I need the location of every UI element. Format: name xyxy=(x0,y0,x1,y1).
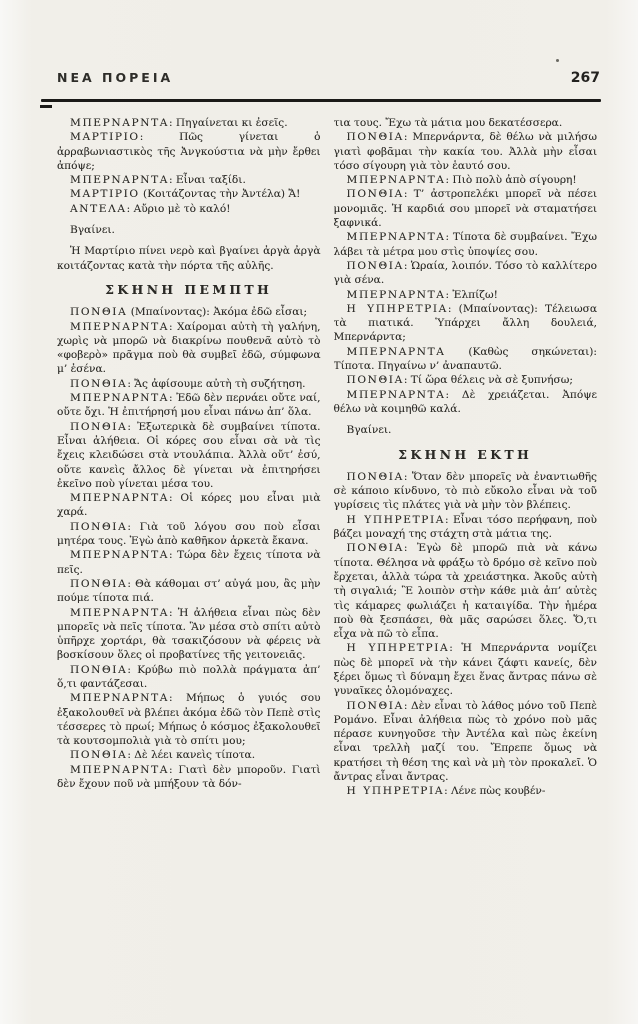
speaker-name: ΜΠΕΡΝΑΡΝΤΑ xyxy=(70,492,169,505)
speaker-name: ΜΠΕΡΝΑΡΝΤΑ xyxy=(346,231,446,244)
column-left xyxy=(57,116,321,994)
dialogue-paragraph: ΠΟΝΘΙΑ: Δὲν εἶναι τὸ λάθος μόνο τοῦ Πεπὲ Ρομάνο. Εἶναι ἀλήθεια πὼς τὸ χρόνο ποὺ μᾶς πέρασε κυνηγοῦσε τὴν Ἀντέλα καὶ πὼς ἐκείνη εἶναι τρελλὴ μαζί του. Ἔπρεπε ὅμως νὰ κρατήσει τὴ θέση της καὶ νὰ μὴ τὸν προκαλεῖ. Ὁ ἄντρας εἶναι ἄντρας. xyxy=(333,699,597,784)
header-rule-tick xyxy=(40,105,52,108)
dialogue-paragraph: ΠΟΝΘΙΑ: Τ’ ἀστροπελέκι μπορεῖ νὰ πέσει μονομιᾶς. Ἡ καρδιά σου μπορεῖ νὰ σταματήσει ξαφνικά. xyxy=(333,188,597,230)
dialogue-paragraph: Η ΥΠΗΡΕΤΡΙΑ: Λένε πὼς κουβέν- xyxy=(346,785,546,798)
speaker-name: ΜΑΡΤΙΡΙΟ xyxy=(70,188,140,201)
stage-direction: Βγαίνει. xyxy=(346,424,392,437)
speaker-name: ΠΟΝΘΙΑ xyxy=(346,542,404,555)
header-rule xyxy=(41,99,601,102)
scene-heading: ΣΚΗΝΗ ΠΕΜΠΤΗ xyxy=(105,281,273,297)
speaker-name: ΠΟΝΘΙΑ xyxy=(346,188,404,201)
speaker-name: ΠΟΝΘΙΑ xyxy=(346,470,404,483)
speaker-name: Η ΥΠΗΡΕΤΡΙΑ xyxy=(346,642,450,655)
dialogue-paragraph: ΠΟΝΘΙΑ: Κρύβω πιὸ πολλὰ πράγματα ἀπ’ ὅ,τι φαντάζεσαι. xyxy=(57,663,321,690)
dialogue-paragraph: ΠΟΝΘΙΑ: Ἐξωτερικὰ δὲ συμβαίνει τίποτα. Εἶναι ἀλήθεια. Οἱ κόρες σου εἶναι σὰ νὰ τὶς ἔχεις κλειδώσει στὰ ντουλάπια. Ἀλλὰ οὔτ’ ἐσύ, οὔτε κανεὶς ἄλλος δὲ γίνεται νὰ ἐπιτηρήσει ἐκεῖνο ποὺ γίνεται μέσα του. xyxy=(57,420,321,490)
speaker-name: ΠΟΝΘΙΑ xyxy=(70,520,128,533)
stage-direction: Βγαίνει. xyxy=(70,224,115,237)
speaker-name: ΠΟΝΘΙΑ xyxy=(70,749,128,762)
dialogue-paragraph: ΠΟΝΘΙΑ: Ἄς ἀφίσουμε αὐτὴ τὴ συζήτηση. xyxy=(70,377,306,390)
dialogue-paragraph: ΠΟΝΘΙΑ: Θὰ κάθομαι στ’ αὐγά μου, ἂς μὴν πούμε τίποτα πιά. xyxy=(57,577,321,605)
dialogue-paragraph: ΑΝΤΕΛΑ: Αὔριο μὲ τὸ καλό! xyxy=(70,202,231,215)
dialogue-paragraph: ΜΑΡΤΙΡΙΟ (Κοιτάζοντας τὴν Ἀντέλα) Ἄ! xyxy=(70,188,301,201)
speaker-name: Η ΥΠΗΡΕΤΡΙΑ xyxy=(346,513,446,526)
speaker-name: ΜΠΕΡΝΑΡΝΤΑ xyxy=(70,320,169,333)
stage-direction: Ἡ Μαρτίριο πίνει νερὸ καὶ βγαίνει ἀργὰ ἀργὰ κοιτάζοντας κατὰ τὴν πόρτα τῆς αὐλῆς. xyxy=(57,245,321,272)
speaker-name: ΠΟΝΘΙΑ xyxy=(70,420,128,433)
dialogue-paragraph: ΜΠΕΡΝΑΡΝΤΑ: Ἡ ἀλήθεια εἶναι πὼς δὲν μπορεῖς νὰ πεῖς τίποτα. Ἂν μέσα στὸ σπίτι αὐτὸ ὑπῆρχε χορτάρι, θὰ τσακιζόσουν νὰ φέρεις νὰ βοσκίσουν ὅλες οἱ προβατίνες τῆς γειτονειᾶς. xyxy=(57,606,321,662)
dialogue-paragraph: ΜΠΕΡΝΑΡΝΤΑ: Δὲ χρειάζεται. Ἀπόψε θέλω νὰ κοιμηθῶ καλά. xyxy=(333,388,597,415)
dialogue-paragraph: Η ΥΠΗΡΕΤΡΙΑ: Εἶναι τόσο περήφανη, ποὺ βάζει μοναχή της στάχτη στὰ μάτια της. xyxy=(333,513,597,541)
speaker-name: Η ΥΠΗΡΕΤΡΙΑ xyxy=(346,302,448,315)
dialogue-paragraph: ΜΠΕΡΝΑΡΝΤΑ (Καθὼς σηκώνεται): Τίποτα. Πηγαίνω ν’ ἀναπαυτῶ. xyxy=(333,345,597,373)
dialogue-paragraph: ΜΠΕΡΝΑΡΝΤΑ: Πιὸ πολὺ ἀπὸ σίγουρη! xyxy=(346,174,577,187)
dialogue-paragraph: ΠΟΝΘΙΑ: Ἐγὼ δὲ μπορῶ πιὰ νὰ κάνω τίποτα. Θέλησα νὰ φράξω τὸ δρόμο σὲ κεῖνο ποὺ ἔρχεται, ἀλλὰ τώρα τὰ χρειάστηκα. Ἀκοῦς αὐτὴ τὴ σιγαλιά; Ἒ λοιπὸν στὴν κάθε μιὰ ἀπ’ αὐτὲς τὶς κάμαρες φωλιάζει ἡ καταιγίδα. Τὴν ἡμέρα ποὺ θὰ ξεσπάσει, θὰ μᾶς σαρώσει ὅλες. Ὅ,τι εἶχα νὰ πῶ τὸ εἶπα. xyxy=(333,542,597,641)
dialogue-paragraph: ΜΠΕΡΝΑΡΝΤΑ: Γιατὶ δὲν μποροῦν. Γιατὶ δὲν ἔχουν ποῦ νὰ μπήξουν τὰ δόν- xyxy=(57,763,321,791)
dialogue-paragraph: ΠΟΝΘΙΑ: Τί ὥρα θέλεις νὰ σὲ ξυπνήσω; xyxy=(346,374,573,387)
dialogue-paragraph: ΠΟΝΘΙΑ: Δὲ λέει κανεὶς τίποτα. xyxy=(70,749,256,762)
continued-paragraph: τια τους. Ἔχω τὰ μάτια μου δεκατέσσερα. xyxy=(333,117,563,129)
speaker-name: ΠΟΝΘΙΑ xyxy=(70,377,128,390)
text-columns xyxy=(57,116,597,994)
speaker-name: ΜΠΕΡΝΑΡΝΤΑ xyxy=(346,174,446,187)
speaker-name: ΜΠΕΡΝΑΡΝΤΑ xyxy=(346,388,446,401)
speaker-name: ΜΠΕΡΝΑΡΝΤΑ xyxy=(70,392,169,405)
dialogue-paragraph: Η ΥΠΗΡΕΤΡΙΑ: (Μπαίνοντας): Τέλειωσα τὰ πιατικά. Ὑπάρχει ἄλλη δουλειά, Μπερνάρντα; xyxy=(333,302,597,344)
dialogue-paragraph: ΜΠΕΡΝΑΡΝΤΑ: Πηγαίνεται κι ἐσεῖς. xyxy=(70,117,288,129)
page-header xyxy=(57,70,600,86)
speaker-name: ΜΠΕΡΝΑΡΝΤΑ xyxy=(346,345,446,358)
page-number: 267 xyxy=(570,70,600,86)
dialogue-paragraph: ΜΠΕΡΝΑΡΝΤΑ: Τώρα δὲν ἔχεις τίποτα νὰ πεῖς. xyxy=(57,549,321,576)
dialogue-paragraph: ΠΟΝΘΙΑ: Μπερνάρντα, δὲ θέλω νὰ μιλήσω γιατὶ φοβᾶμαι τὴν κακία του. Ἀλλὰ μὴν εἶσαι τόσο σίγουρη γιὰ τὸν ἑαυτό σου. xyxy=(333,131,597,172)
speaker-name: ΜΠΕΡΝΑΡΝΤΑ xyxy=(70,763,169,776)
print-speck xyxy=(556,59,559,62)
dialogue-paragraph: ΜΠΕΡΝΑΡΝΤΑ: Τίποτα δὲ συμβαίνει. Ἔχω λάβει τὰ μέτρα μου στὶς ὑποψίες σου. xyxy=(333,231,597,258)
dialogue-paragraph: ΜΠΕΡΝΑΡΝΤΑ: Ἐδῶ δὲν περνάει οὔτε ναί, οὔτε ὄχι. Ἡ ἐπιτήρησή μου εἶναι πάνω ἀπ’ ὅλα. xyxy=(57,392,321,419)
speaker-name: ΑΝΤΕΛΑ xyxy=(70,202,127,215)
dialogue-paragraph: ΠΟΝΘΙΑ: Γιὰ τοῦ λόγου σου ποὺ εἶσαι μητέρα τους. Ἐγὼ ἀπὸ καθῆκον ἀρκετὰ ἔκανα. xyxy=(57,520,321,548)
speaker-name: ΜΠΕΡΝΑΡΝΤΑ xyxy=(70,692,169,705)
dialogue-paragraph: ΜΠΕΡΝΑΡΝΤΑ: Ἐλπίζω! xyxy=(346,288,498,301)
speaker-name: ΜΠΕΡΝΑΡΝΤΑ xyxy=(70,117,169,129)
dialogue-paragraph: ΜΠΕΡΝΑΡΝΤΑ: Μήπως ὁ γυιός σου ἐξακολουθεῖ νὰ βλέπει ἀκόμα ἐδῶ τὸν Πεπὲ στὶς τέσσερες τὸ πρωί; Μήπως ὁ κόσμος ἐξακολουθεῖ τὰ κουτσομπολιὰ γιὰ τὸ σπίτι μου; xyxy=(57,692,321,748)
speaker-name: ΜΑΡΤΙΡΙΟ xyxy=(70,131,140,144)
dialogue-paragraph: ΜΠΕΡΝΑΡΝΤΑ: Χαίρομαι αὐτὴ τὴ γαλήνη, χωρὶς νὰ μπορῶ νὰ διακρίνω πουθενᾶ αὐτὸ τὸ «φοβερὸ» πρᾶγμα ποὺ θὰ συμβεῖ ἐδῶ, σύμφωνα μ’ ἐσένα. xyxy=(57,320,321,376)
speaker-name: ΠΟΝΘΙΑ xyxy=(70,577,128,590)
speaker-name: ΠΟΝΘΙΑ xyxy=(70,306,128,319)
dialogue-paragraph: ΠΟΝΘΙΑ: Ὅταν δὲν μπορεῖς νὰ ἐναντιωθῆς σὲ κάποιο κίνδυνο, τὸ πιὸ εὔκολο εἶναι νὰ τοῦ γυρίσεις τὶς πλάτες γιὰ νὰ μὴν τὸν βλέπεις. xyxy=(333,470,597,512)
speaker-name: ΜΠΕΡΝΑΡΝΤΑ xyxy=(70,174,169,187)
dialogue-paragraph: Η ΥΠΗΡΕΤΡΙΑ: Ἡ Μπερνάρντα νομίζει πὼς δὲ μπορεῖ νὰ τὴν κάνει ζάφτι κανείς, δὲν ξέρει ὅμως τὶ δύναμη ἔχει ἕνας ἄντρας πάνω σὲ γυναῖκες ὁλομόναχες. xyxy=(333,642,597,698)
speaker-name: ΜΠΕΡΝΑΡΝΤΑ xyxy=(70,549,169,562)
speaker-name: ΜΠΕΡΝΑΡΝΤΑ xyxy=(346,288,446,301)
speaker-name: ΠΟΝΘΙΑ xyxy=(346,374,404,387)
magazine-title: ΝΕΑ ΠΟΡΕΙΑ xyxy=(57,70,174,85)
dialogue-paragraph: ΜΑΡΤΙΡΙΟ: Πῶς γίνεται ὁ ἀρραβωνιαστικὸς τῆς Ἀνγκούστια νὰ μὴν ἔρθει ἀπόψε; xyxy=(57,131,321,172)
dialogue-paragraph: ΠΟΝΘΙΑ (Μπαίνοντας): Ἀκόμα ἐδῶ εἶσαι; xyxy=(70,306,308,319)
speaker-name: ΠΟΝΘΙΑ xyxy=(346,131,404,144)
speaker-name: ΜΠΕΡΝΑΡΝΤΑ xyxy=(70,606,169,619)
scene-heading: ΣΚΗΝΗ ΕΚΤΗ xyxy=(398,446,533,462)
column-right xyxy=(334,116,598,994)
speaker-name: ΠΟΝΘΙΑ xyxy=(346,259,404,272)
dialogue-paragraph: ΜΠΕΡΝΑΡΝΤΑ: Οἱ κόρες μου εἶναι μιὰ χαρά. xyxy=(57,492,321,519)
speaker-name: ΠΟΝΘΙΑ xyxy=(346,699,404,712)
dialogue-paragraph: ΜΠΕΡΝΑΡΝΤΑ: Εἶναι ταξίδι. xyxy=(70,174,246,187)
speaker-name: ΠΟΝΘΙΑ xyxy=(70,663,128,676)
speaker-name: Η ΥΠΗΡΕΤΡΙΑ xyxy=(346,785,445,798)
dialogue-paragraph: ΠΟΝΘΙΑ: Ὡραία, λοιπόν. Τόσο τὸ καλλίτερο γιὰ σένα. xyxy=(333,259,597,287)
